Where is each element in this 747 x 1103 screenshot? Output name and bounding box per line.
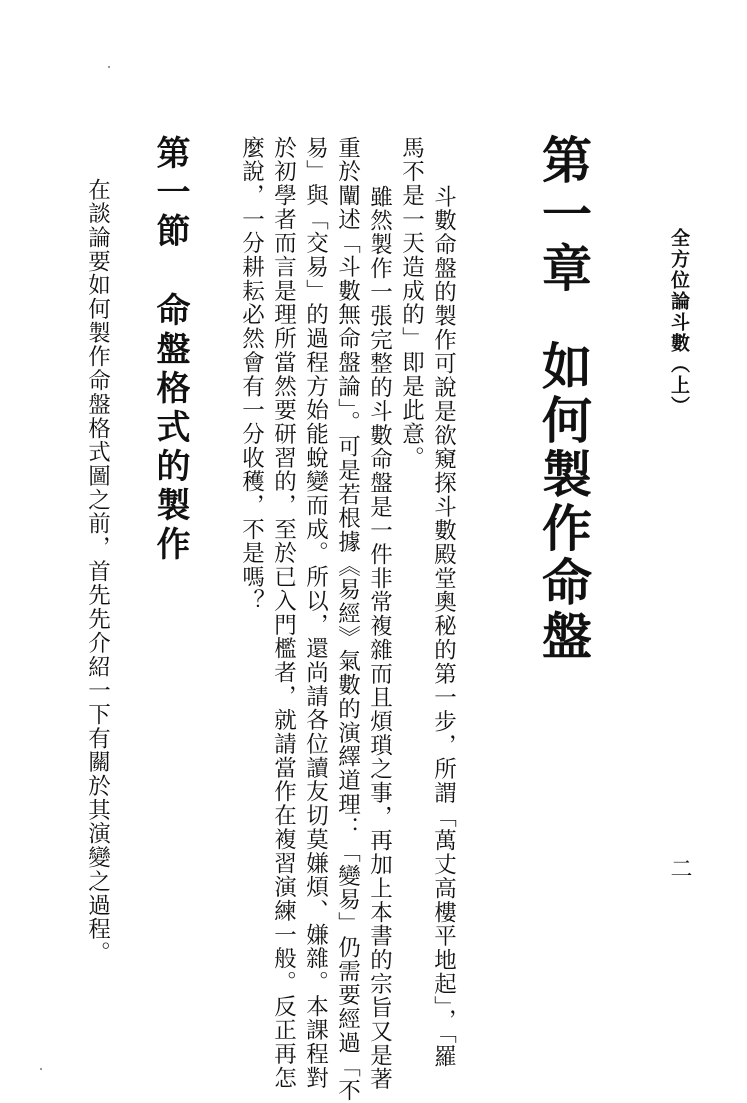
- body-line: 馬不是一天造成的」即是此意。: [398, 136, 425, 470]
- chapter-title: 如何製作命盤: [534, 340, 592, 664]
- section-title: 命盤格式的製作: [150, 292, 190, 565]
- section-body-line: 在談論要如何製作命盤格式圖之前，首先先介紹一下有關於其演變之過程。: [84, 178, 111, 966]
- body-line: 斗數命盤的製作可說是欲窺探斗數殿堂奧秘的第一步，所謂「萬丈高樓平地起」，「羅: [430, 185, 457, 1069]
- page-number: 二: [667, 857, 692, 879]
- body-line: 易」與「交易」的過程方始能蛻變而成。所以，還尚請各位讀友切莫嫌煩、嫌雜。本課程對: [302, 136, 329, 1090]
- scan-speck: [40, 1068, 42, 1070]
- body-line: 重於闡述「斗數無命盤論」。可是若根據《易經》氣數的演繹道理：「變易」仍需要經過「不: [334, 136, 361, 1103]
- section-number: 第一節: [150, 135, 190, 252]
- section-heading: [146, 135, 195, 565]
- scan-speck: [108, 66, 110, 68]
- running-head: 全方位論斗數（上）: [668, 228, 690, 417]
- body-line: 於初學者而言是理所當然要研習的，至於已入門檻者，就請當作在複習演練一般。反正再怎: [270, 136, 297, 1090]
- chapter-heading: [527, 134, 599, 664]
- body-line: 雖然製作一張完整的斗數命盤是一件非常複雜而且煩瑣之事，再加上本書的宗旨又是著: [366, 185, 393, 1092]
- body-line: 麼說，一分耕耘必然會有一分收穫，不是嗎？: [238, 136, 265, 613]
- chapter-number: 第一章: [534, 134, 592, 296]
